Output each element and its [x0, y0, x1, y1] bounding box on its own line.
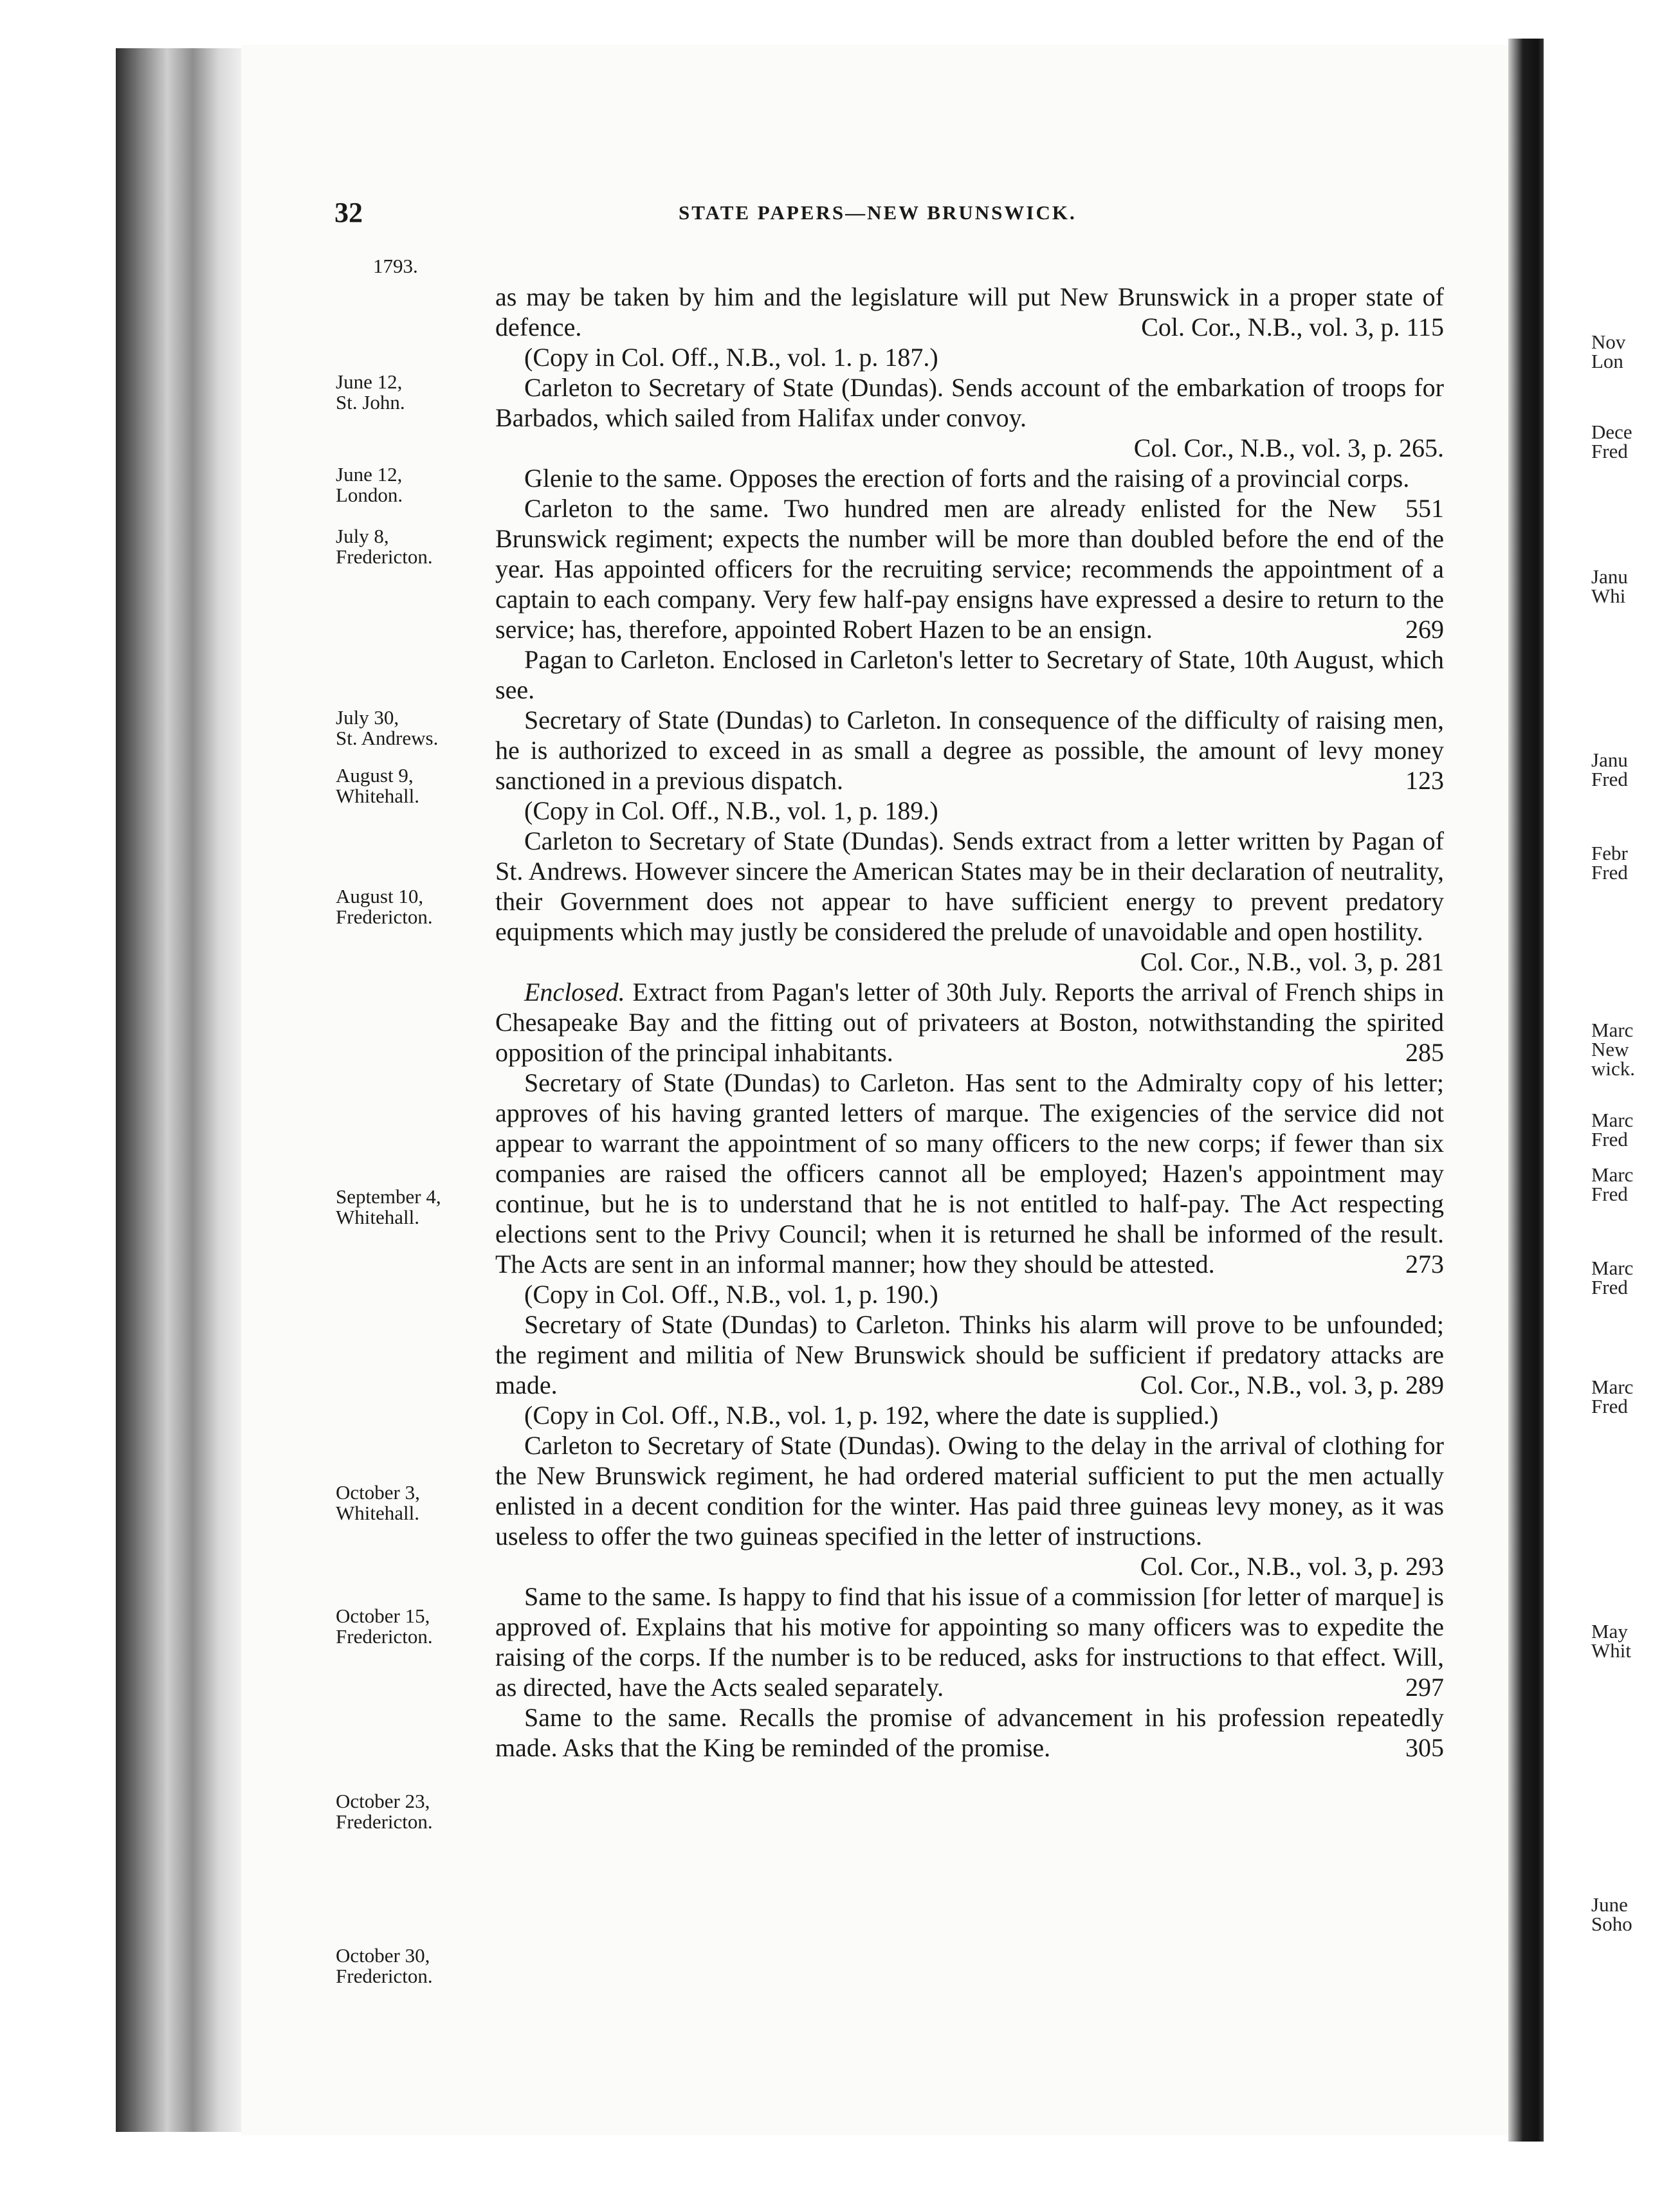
margin-date-line: October 15, [336, 1605, 430, 1627]
margin-place-line: Whitehall. [336, 785, 419, 807]
margin-date [336, 707, 487, 749]
folio-number: 297 [1405, 1673, 1444, 1702]
margin-date [336, 464, 487, 505]
facing-text: Janu [1591, 565, 1628, 588]
margin-date [336, 765, 487, 806]
facing-text: Dece [1591, 421, 1632, 443]
margin-place-line: Fredericton. [336, 1810, 433, 1833]
margin-place-line: Fredericton. [336, 545, 433, 568]
facing-text: Fred [1591, 768, 1628, 790]
facing-text: Marc [1591, 1257, 1634, 1279]
running-head: STATE PAPERS—NEW BRUNSWICK. [679, 201, 1077, 224]
entry-text: Pagan to Carleton. Enclosed in Carleton's letter to Secretary of State, 10th August, which see. [495, 645, 1444, 704]
enclosed-label: Enclosed. [524, 978, 625, 1006]
facing-text: Fred [1591, 440, 1628, 462]
facing-text: Soho [1591, 1913, 1632, 1935]
archive-reference: Col. Cor., N.B., vol. 3, p. 265. [1133, 433, 1444, 462]
facing-text: May [1591, 1620, 1628, 1642]
entry-text: Secretary of State (Dundas) to Carleton. In consequence of the difficulty of raising men, he is authorized to exceed in as small a degree as possible, the amount of levy money sanctioned in a previous dispatch. [495, 705, 1444, 795]
archive-reference: Col. Cor., N.B., vol. 3, p. 281 [1140, 947, 1444, 976]
folio-number: 269 [1405, 615, 1444, 644]
margin-date-line: July 8, [336, 525, 389, 547]
margin-date-line: October 30, [336, 1944, 430, 1967]
margin-date [336, 886, 487, 927]
facing-text: Fred [1591, 1395, 1628, 1417]
facing-text: Fred [1591, 861, 1628, 884]
entry-paragraph [495, 1702, 1444, 1763]
copy-note: (Copy in Col. Off., N.B., vol. 1, p. 190.) [524, 1280, 938, 1309]
entry-paragraph [495, 1068, 1444, 1279]
folio-number: 123 [1405, 766, 1444, 795]
margin-date-line: July 30, [336, 706, 399, 729]
facing-text: June [1591, 1893, 1628, 1916]
page-number: 32 [334, 197, 363, 228]
facing-text: Whit [1591, 1639, 1631, 1662]
facing-text: Febr [1591, 842, 1628, 864]
entry-text: as may be taken by him and the legislature will put New Brunswick in a proper state of defence. [495, 282, 1444, 341]
facing-text: Fred [1591, 1276, 1628, 1298]
year-label: 1793. [373, 255, 418, 277]
entry-paragraph [495, 1581, 1444, 1702]
margin-date [336, 372, 487, 413]
entry-text: Carleton to the same. Two hundred men are already enlisted for the New Brunswick regiment; expects the number will be more than doubled before the end of the year. Has appointed officers for the recruiting service; recommends the appointment of a captain to each company. Very few half-pay ensigns have expressed a desire to return to the service; has, therefore, appointed Robert Hazen to be an ensign. [495, 494, 1444, 644]
entry-text: Carleton to Secretary of State (Dundas). Owing to the delay in the arrival of clothing for the New Brunswick regiment, he had ordered material sufficient to put the men actually enlisted in a decent condition for the winter. Has paid three guineas levy money, as it was useless to offer the two guineas specified in the letter of instructions. [495, 1431, 1444, 1551]
facing-page-edge [1544, 26, 1680, 2148]
facing-text: Whi [1591, 585, 1626, 607]
margin-date-line: June 12, [336, 463, 403, 486]
facing-text: Marc [1591, 1109, 1634, 1131]
facing-text: Lon [1591, 350, 1623, 372]
enclosure-paragraph [495, 977, 1444, 1068]
enclosure-text: Extract from Pagan's letter of 30th July. Reports the arrival of French ships in Chesapeake Bay and the fitting out of privateers at Boston, notwithstanding the spirited opposition of the principal inhabitants. [495, 978, 1445, 1067]
entry-text: Carleton to Secretary of State (Dundas). Sends extract from a letter written by Pagan of St. Andrews. However sincere the American States may be in their declaration of neutrality, their Government does not appear to have sufficient energy to prevent predatory equipments which may justly be considered the prelude of unavoidable and open hostility. [495, 826, 1444, 946]
entry-paragraph [495, 463, 1444, 523]
margin-date-line: October 23, [336, 1790, 430, 1812]
margin-date-line: June 12, [336, 370, 403, 393]
entry-paragraph [495, 493, 1444, 644]
copy-note: (Copy in Col. Off., N.B., vol. 1, p. 189.) [524, 796, 938, 825]
entry-paragraph [495, 1430, 1444, 1581]
margin-place-line: Fredericton. [336, 905, 433, 928]
archive-reference: Col. Cor., N.B., vol. 3, p. 293 [1140, 1552, 1444, 1581]
entry-text: Same to the same. Recalls the promise of advancement in his profession repeatedly made. Asks that the King be reminded of the promise. [495, 1703, 1444, 1762]
margin-place-line: Fredericton. [336, 1965, 433, 1987]
copy-note: (Copy in Col. Off., N.B., vol. 1, p. 192, where the date is supplied.) [524, 1401, 1219, 1430]
facing-text: Fred [1591, 1128, 1628, 1151]
archive-reference: Col. Cor., N.B., vol. 3, p. 289 [1140, 1370, 1444, 1399]
margin-date [336, 1187, 487, 1228]
entry-text: Carleton to Secretary of State (Dundas). Sends account of the embarkation of troops for Barbados, which sailed from Halifax under convoy. [495, 373, 1444, 432]
facing-text: wick. [1591, 1057, 1636, 1080]
entry-paragraph [495, 644, 1444, 705]
entry-text: Secretary of State (Dundas) to Carleton. Has sent to the Admiralty copy of his letter; approves of his having granted letters of marque. The exigencies of the service did not appear to warrant the appointment of so many officers to the new corps; if fewer than six companies are raised the officers cannot all be employed; Hazen's appointment may continue, but he is to understand that he is not entitled to half-pay. The Act respecting elections sent to the Privy Council; when it is returned he shall be informed of the result. The Acts are sent in an informal manner; how they should be attested. [495, 1068, 1444, 1278]
margin-place-line: Whitehall. [336, 1502, 419, 1524]
entry-paragraph [495, 372, 1444, 463]
page-header [334, 196, 1447, 235]
margin-date [336, 1945, 487, 1987]
calendar-body [495, 282, 1444, 1763]
facing-text: Fred [1591, 1183, 1628, 1205]
entry-text: Glenie to the same. Opposes the erection of forts and the raising of a provincial corps. [524, 464, 1410, 493]
facing-text: Marc [1591, 1163, 1634, 1186]
margin-date [336, 1606, 487, 1647]
margin-place-line: St. John. [336, 391, 405, 414]
margin-place-line: St. Andrews. [336, 727, 439, 749]
folio-number: 273 [1405, 1250, 1444, 1278]
margin-place-line: Whitehall. [336, 1206, 419, 1228]
margin-date-line: August 10, [336, 885, 424, 907]
facing-text: New [1591, 1038, 1629, 1060]
margin-date-line: September 4, [336, 1185, 441, 1208]
margin-date-line: August 9, [336, 764, 414, 787]
margin-date [336, 526, 487, 567]
entry-text: Same to the same. Is happy to find that his issue of a commission [for letter of marque] is approved of. Explains that his motive for appointing so many officers was to expedite the raising of the corps. If the number is to be reduced, asks for instructions to that effect. Will, as directed, have the Acts sealed separately. [495, 1582, 1444, 1702]
margin-date-line: October 3, [336, 1481, 420, 1504]
book-gutter [116, 48, 244, 2132]
margin-date [336, 1482, 487, 1524]
facing-text: Marc [1591, 1019, 1634, 1041]
margin-place-line: London. [336, 484, 403, 506]
entry-paragraph [495, 826, 1444, 977]
entry-paragraph [495, 282, 1444, 342]
archive-reference: Col. Cor., N.B., vol. 3, p. 115 [1141, 313, 1444, 341]
copy-note: (Copy in Col. Off., N.B., vol. 1. p. 187.) [524, 343, 938, 372]
folio-number: 551 [1405, 494, 1444, 523]
facing-text: Nov [1591, 331, 1626, 353]
entry-paragraph [495, 705, 1444, 796]
facing-text: Janu [1591, 749, 1628, 771]
folio-number: 285 [1405, 1038, 1444, 1067]
entry-paragraph [495, 1309, 1444, 1400]
facing-text: Marc [1591, 1376, 1634, 1398]
margin-place-line: Fredericton. [336, 1625, 433, 1648]
margin-date [336, 1791, 487, 1832]
folio-number: 305 [1405, 1733, 1444, 1762]
entry-text: Secretary of State (Dundas) to Carleton. Thinks his alarm will prove to be unfounded; the regiment and militia of New Brunswick should be sufficient if predatory attacks are made. [495, 1310, 1444, 1399]
